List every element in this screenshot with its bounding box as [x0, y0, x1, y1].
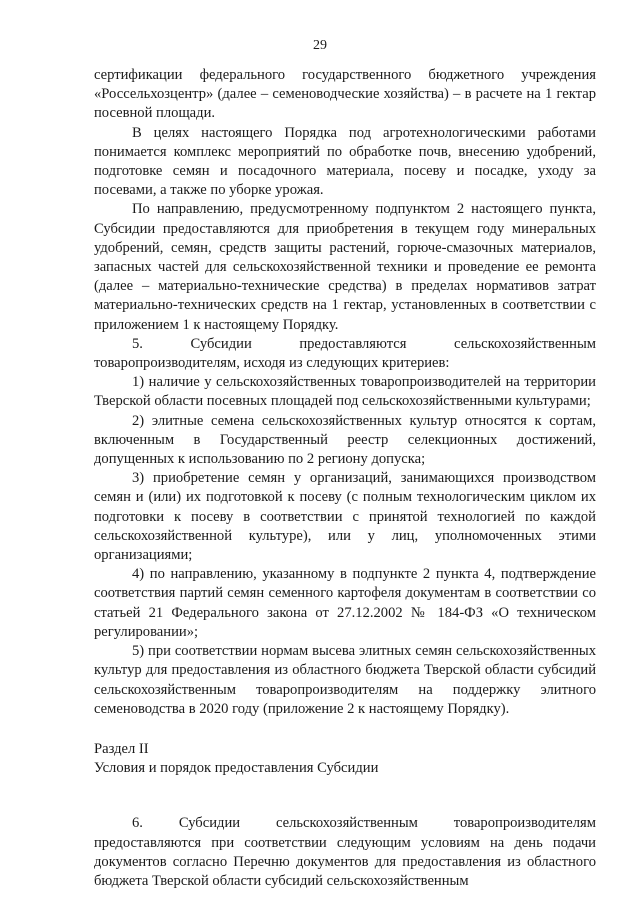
criterion-3: 3) приобретение семян у организаций, занимающихся производством семян и (или) их подготовкой к посеву (с полным технологическим циклом их подготовки к посеву в соответствии с принятой технологией по каждой сельскохозяйственной культуре), или у лиц, уполномоченных этими организациями; [94, 470, 596, 564]
section-title: Условия и порядок предоставления Субсидии [94, 760, 379, 777]
paragraph-item-5: 5. Субсидии предоставляются сельскохозяйственным товаропроизводителям, исходя из следующих критериев: [94, 335, 596, 372]
section-number: Раздел II [94, 740, 149, 757]
paragraph-continuation: сертификации федерального государственного бюджетного учреждения «Россельхозцентр» (далее – семеноводческие хозяйства) – в расчете на 1 гектар посевной площади. [94, 67, 596, 122]
criterion-1: 1) наличие у сельскохозяйственных товаропроизводителей на территории Тверской области посевных площадей под сельскохозяйственными культурами; [94, 374, 596, 410]
paragraph-material-means: По направлению, предусмотренному подпунктом 2 настоящего пункта, Субсидии предоставляются для приобретения в текущем году минеральных удобрений, семян, средств защиты растений, горюче-смазочных материалов, запасных частей для сельскохозяйственной техники и проведение ее ремонта (далее – материально-технические средства) в пределах нормативов затрат материально-технических средств на 1 гектар, установленных в соответствии с приложением 1 к настоящему Порядку. [94, 201, 596, 333]
criterion-5: 5) при соответствии нормам высева элитных семян сельскохозяйственных культур для предоставления из областного бюджета Тверской области субсидий сельскохозяйственным товаропроизводителям на поддержку элитного семеноводства в 2020 году (приложение 2 к настоящему Порядку). [94, 643, 596, 717]
criterion-4: 4) по направлению, указанному в подпункте 2 пункта 4, подтверждение соответствия партий семян семенного картофеля документам в соответствии со статьей 21 Федерального закона от 27.12.2002 № 184-ФЗ «О техническом регулировании»; [94, 566, 596, 640]
paragraph-item-6: 6. Субсидии сельскохозяйственным товаропроизводителям предоставляются при соответствии следующим условиям на день подачи документов согласно Перечню документов для предоставления из областного бюджета Тверской области субсидий сельскохозяйственным [94, 815, 596, 889]
paragraph-agrotech-definition: В целях настоящего Порядка под агротехнологическими работами понимается комплекс мероприятий по обработке почв, внесению удобрений, подготовке семян и посадочного материала, посеву и посадке, уходу за посевами, а также по уборке урожая. [94, 124, 596, 199]
page-number: 29 [313, 38, 327, 53]
document-body [94, 66, 596, 891]
criterion-2: 2) элитные семена сельскохозяйственных культур относятся к сортам, включенным в Государственный реестр селекционных достижений, допущенных к использованию по 2 региону допуска; [94, 412, 596, 468]
